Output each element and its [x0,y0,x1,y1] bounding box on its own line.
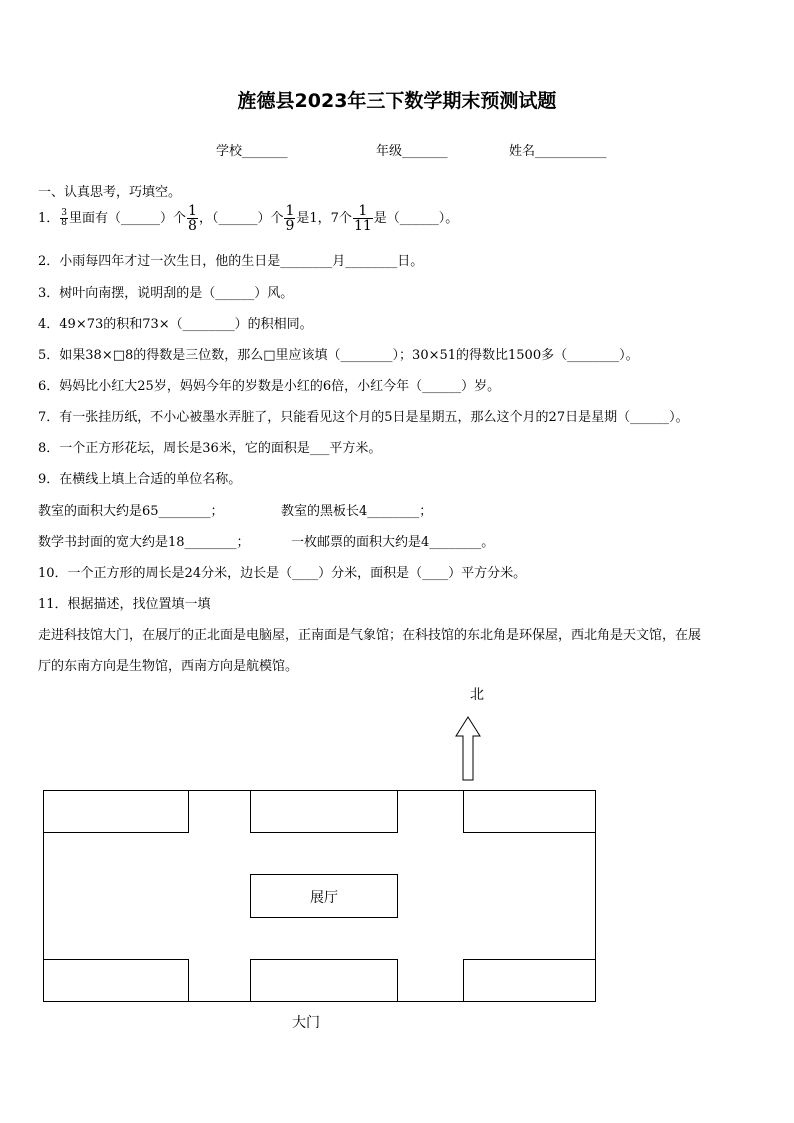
question-7: 7．有一张挂历纸，不小心被墨水弄脏了，只能看见这个月的5日是星期五，那么这个月的27日是星期（______）。 [38,410,689,425]
question-3: 3．树叶向南摆，说明刮的是（______）风。 [38,286,294,301]
question-11: 11．根据描述，找位置填一填 [38,597,211,612]
question-10: 10．一个正方形的周长是24分米，边长是（____）分米，面积是（____）平方分米。 [38,566,527,581]
question-11-description-2: 厅的东南方向是生物馆，西南方向是航模馆。 [38,659,299,674]
fraction-3-8: $\frac{3}{8}$ [61,208,68,228]
southeast-room-box [463,959,596,1002]
grade-field: 年级_______ [376,144,448,159]
question-2: 2．小雨每四年才过一次生日，他的生日是________月________日。 [38,254,424,269]
north-arrow-icon [455,716,481,782]
question-number: 1． [38,211,60,226]
page-title: 旌德县2023年三下数学期末预测试题 [237,90,557,112]
fraction-1-8: $\frac{1}{8}$ [188,203,197,234]
question-text: 是1，7个 [296,211,352,226]
southwest-room-box [43,959,189,1002]
north-label: 北 [470,687,484,703]
hall-label: 展厅 [310,890,338,906]
question-4: 4．49×73的积和73×（________）的积相同。 [38,317,313,332]
south-room-box [250,959,398,1002]
hall-box [250,874,398,918]
question-11-description: 走进科技馆大门，在展厅的正北面是电脑屋，正南面是气象馆；在科技馆的东北角是环保屋，西北角是天文馆，在展 [38,628,702,643]
name-field: 姓名___________ [509,144,607,159]
northwest-room-box [43,790,189,833]
question-9c: 数学书封面的宽大约是18________； [38,535,250,550]
gate-label: 大门 [292,1015,320,1031]
fraction-1-9: $\frac{1}{9}$ [285,203,295,234]
question-6: 6．妈妈比小红大25岁，妈妈今年的岁数是小红的6倍，小红今年（______）岁。 [38,379,501,394]
question-1 [38,204,458,233]
question-9d: 一枚邮票的面积大约是4________。 [291,535,495,550]
question-text: 里面有（______）个 [69,211,187,226]
question-text: 是（______）。 [373,211,459,226]
question-text: ，（______）个 [198,211,284,226]
question-5: 5．如果38×□8的得数是三位数，那么□里应该填（________）；30×51的得数比1500多（________）。 [38,348,639,363]
fraction-1-11: $\frac{1}{11}$ [353,203,372,234]
school-field: 学校_______ [216,144,288,159]
section-title: 一、认真思考，巧填空。 [38,185,182,200]
question-9a: 教室的面积大约是65________； [38,504,224,519]
northeast-room-box [463,790,596,833]
north-room-box [250,790,398,833]
question-9b: 教室的黑板长4________； [281,504,433,519]
question-8: 8．一个正方形花坛，周长是36米，它的面积是___平方米。 [38,441,382,456]
question-9: 9．在横线上填上合适的单位名称。 [38,472,242,487]
